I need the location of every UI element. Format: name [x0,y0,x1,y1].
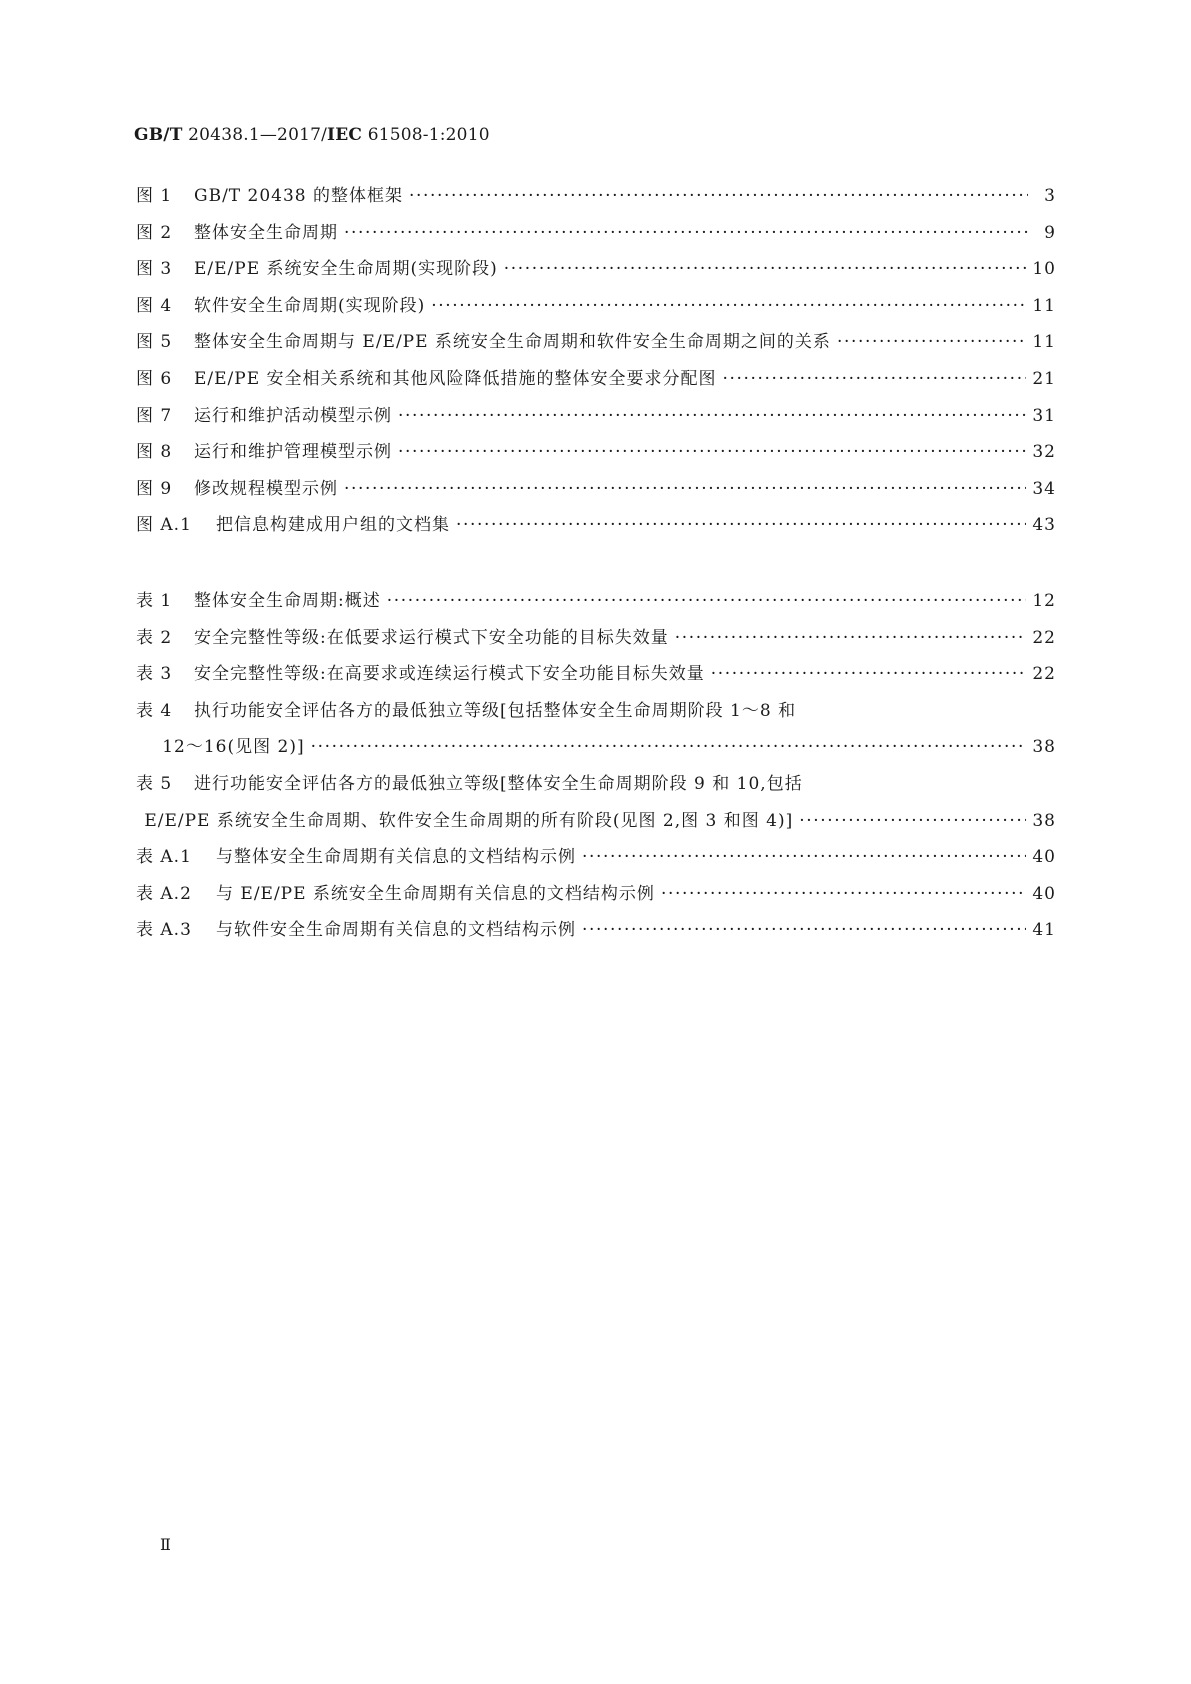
toc-entry-table-3[interactable] [136,656,1056,693]
dot-leader [456,507,1026,544]
entry-title: 运行和维护活动模型示例 [194,405,392,426]
toc-entry-figure-6[interactable] [136,361,1056,398]
entry-page-number: 11 [1032,332,1056,353]
dot-leader [723,361,1027,398]
entry-label: 表 3 [136,664,173,685]
dot-leader [311,729,1027,766]
entry-page-number: 10 [1032,259,1056,280]
entry-label: 图 1 [136,186,173,206]
entry-title: 软件安全生命周期(实现阶段) [194,295,426,316]
entry-page-number: 31 [1032,405,1056,426]
entry-title: 运行和维护管理模型示例 [194,442,392,463]
dot-leader [387,583,1027,620]
entry-page-number: 43 [1032,515,1056,536]
entry-label: 表 5 [136,773,173,794]
dot-leader [504,251,1027,288]
toc-entry-table-1[interactable] [136,583,1056,620]
dot-leader [344,215,1028,252]
entry-page-number: 22 [1032,627,1056,648]
dot-leader [431,288,1026,325]
entry-page-number: 40 [1032,883,1056,904]
entry-page-number: 12 [1032,591,1056,611]
entry-title: 整体安全生命周期 [194,222,338,243]
entry-page-number: 40 [1032,847,1056,868]
dot-leader [675,620,1027,657]
entry-title: E/E/PE 安全相关系统和其他风险降低措施的整体安全要求分配图 [194,368,717,389]
header-code-plain-2: 61508-1:2010 [362,125,490,145]
toc-entry-table-4-continued[interactable] [136,729,1056,766]
dot-leader [398,398,1026,435]
entry-label: 图 3 [136,259,173,280]
entry-title-continued: E/E/PE 系统安全生命周期、软件安全生命周期的所有阶段(见图 2,图 3 和图 4)] [144,810,794,831]
entry-title: 修改规程模型示例 [194,478,338,499]
entry-page-number: 32 [1032,442,1056,463]
dot-leader [661,876,1026,913]
entry-page-number: 9 [1044,222,1056,243]
entry-label: 图 2 [136,222,173,243]
dot-leader [582,839,1026,876]
toc-entry-figure-9[interactable] [136,471,1056,508]
entry-label: 图 7 [136,405,173,426]
entry-label: 图 8 [136,442,173,463]
entry-title: 安全完整性等级:在低要求运行模式下安全功能的目标失效量 [194,627,669,648]
list-of-figures [136,178,1056,544]
entry-page-number: 38 [1032,737,1056,758]
entry-title: 把信息构建成用户组的文档集 [216,515,450,536]
entry-page-number: 3 [1044,186,1056,206]
header-code-bold-1: GB/T [134,125,183,145]
entry-label: 表 A.3 [136,920,192,941]
entry-title: 与整体安全生命周期有关信息的文档结构示例 [216,847,576,868]
entry-page-number: 41 [1032,920,1056,941]
entry-label: 表 2 [136,627,173,648]
toc-entry-table-5[interactable] [136,766,1056,803]
entry-title: 与软件安全生命周期有关信息的文档结构示例 [216,920,576,941]
entry-page-number: 11 [1032,295,1056,316]
toc-entry-table-a2[interactable] [136,876,1056,913]
dot-leader [582,912,1026,949]
toc-entry-figure-a1[interactable] [136,507,1056,544]
header-code-plain-1: 20438.1—2017/ [182,125,328,145]
entry-title: 整体安全生命周期与 E/E/PE 系统安全生命周期和软件安全生命周期之间的关系 [194,332,831,353]
entry-label: 图 5 [136,332,173,353]
toc-entry-figure-4[interactable] [136,288,1056,325]
entry-page-number: 38 [1032,810,1056,831]
toc-entry-table-4[interactable] [136,693,1056,730]
toc-entry-table-a3[interactable] [136,912,1056,949]
entry-label: 图 A.1 [136,515,192,536]
dot-leader [799,803,1026,840]
entry-label: 图 9 [136,478,173,499]
header-code-bold-2: IEC [327,125,363,145]
entry-label: 表 1 [136,591,173,611]
document-code-header [134,125,490,145]
entry-page-number: 22 [1032,664,1056,685]
toc-entry-figure-5[interactable] [136,324,1056,361]
toc-entry-figure-1[interactable] [136,178,1056,215]
dot-leader [711,656,1027,693]
toc-entry-figure-8[interactable] [136,434,1056,471]
page-number-footer: Ⅱ [160,1535,171,1554]
entry-page-number: 21 [1032,368,1056,389]
toc-entry-figure-7[interactable] [136,398,1056,435]
toc-entry-figure-2[interactable] [136,215,1056,252]
entry-page-number: 34 [1032,478,1056,499]
entry-title: 整体安全生命周期:概述 [194,591,381,611]
entry-label: 表 4 [136,700,173,721]
entry-title: 与 E/E/PE 系统安全生命周期有关信息的文档结构示例 [216,883,655,904]
entry-title: E/E/PE 系统安全生命周期(实现阶段) [194,259,498,280]
toc-entry-table-2[interactable] [136,620,1056,657]
entry-label: 图 6 [136,368,173,389]
entry-label: 表 A.1 [136,847,192,868]
dot-leader [344,471,1026,508]
dot-leader [398,434,1026,471]
dot-leader [837,324,1026,361]
entry-title: 执行功能安全评估各方的最低独立等级[包括整体安全生命周期阶段 1～8 和 [194,700,797,721]
toc-entry-table-a1[interactable] [136,839,1056,876]
entry-title: 进行功能安全评估各方的最低独立等级[整体安全生命周期阶段 9 和 10,包括 [194,773,803,794]
dot-leader [409,178,1028,215]
entry-label: 图 4 [136,295,173,316]
toc-entry-figure-3[interactable] [136,251,1056,288]
toc-entry-table-5-continued[interactable] [136,803,1056,840]
entry-title: GB/T 20438 的整体框架 [194,186,404,206]
entry-label: 表 A.2 [136,883,192,904]
entry-title-continued: 12～16(见图 2)] [162,737,305,758]
list-of-tables [136,583,1056,949]
entry-title: 安全完整性等级:在高要求或连续运行模式下安全功能目标失效量 [194,664,705,685]
